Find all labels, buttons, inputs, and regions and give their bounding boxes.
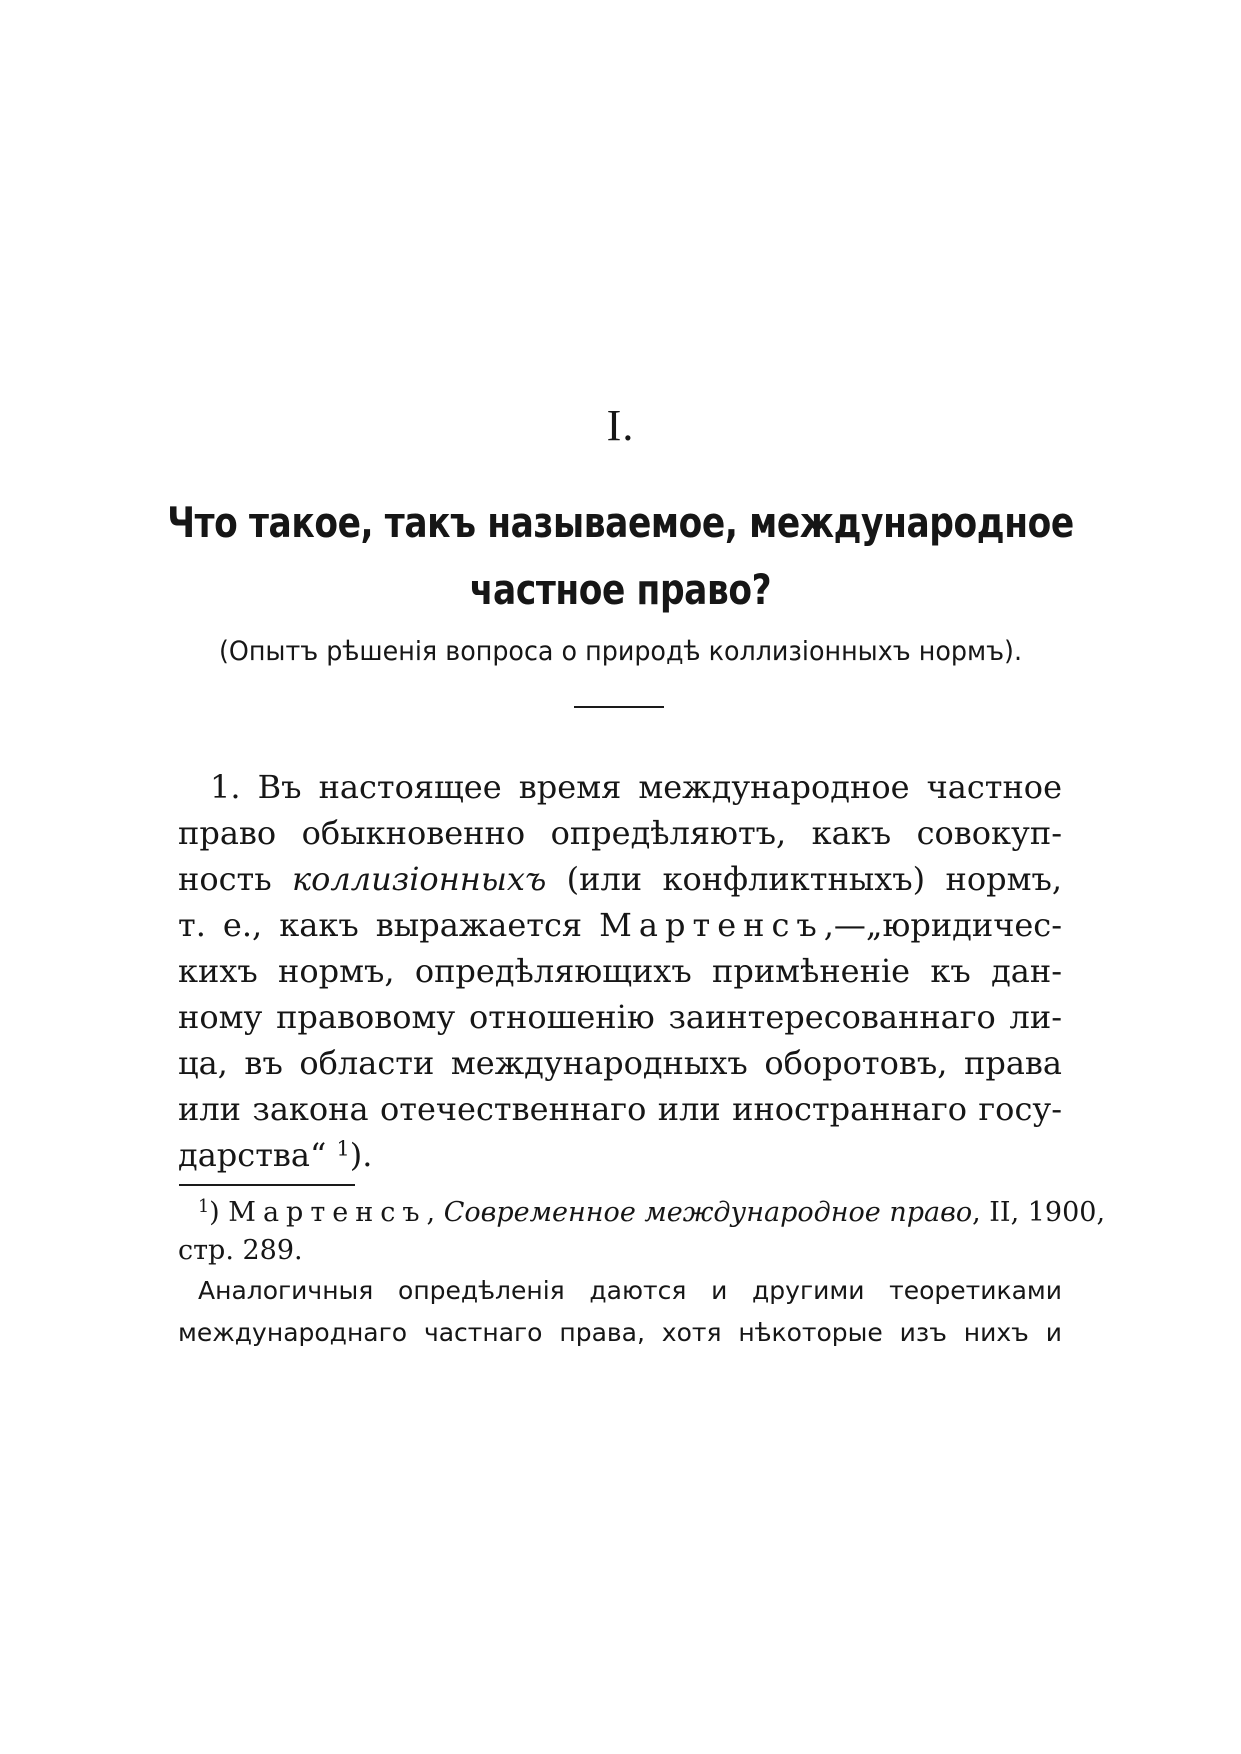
paragraph-line: или закона отечественнаго или иностраннаго госу- <box>178 1090 1062 1128</box>
main-paragraph <box>178 764 1062 1178</box>
footnote-work-title: Современное международное право <box>443 1197 973 1228</box>
footnote-reference: 1 <box>336 1136 350 1161</box>
title-divider <box>574 706 664 708</box>
text-span: , <box>426 1197 436 1228</box>
footnote-line: международнаго частнаго права, хотя нѣкоторые изъ нихъ и <box>178 1318 1062 1347</box>
text-span: (или конфликтныхъ) нормъ, <box>566 860 1063 898</box>
paragraph-line <box>178 902 1062 948</box>
chapter-title-line-2: частное право? <box>469 565 772 614</box>
chapter-subtitle: (Опытъ рѣшенія вопроса о природѣ коллизіонныхъ нормъ). <box>218 636 1023 667</box>
text-span: ). <box>349 1136 373 1174</box>
paragraph-line: право обыкновенно опредѣляютъ, какъ совокуп- <box>178 814 1062 852</box>
text-span: ) <box>209 1197 220 1228</box>
text-span: дарства“ <box>178 1136 327 1174</box>
paragraph-line: кихъ нормъ, опредѣляющихъ примѣненіе къ дан- <box>178 952 1062 990</box>
chapter-number: I. <box>606 401 635 450</box>
paragraph-line: ца, въ области международныхъ оборотовъ, права <box>178 1044 1062 1082</box>
footnote-author: Мартенсъ <box>228 1197 427 1228</box>
paragraph-line: ному правовому отношенію заинтересованнаго ли- <box>178 998 1062 1036</box>
footnote-marker: 1 <box>198 1197 210 1218</box>
text-span: ность <box>178 860 272 898</box>
italic-term: коллизіонныхъ <box>292 860 547 898</box>
text-span: , II, 1900, <box>972 1197 1106 1228</box>
paragraph-line <box>178 1132 1062 1178</box>
paragraph-line: 1. Въ настоящее время международное частное <box>210 768 1062 806</box>
footnote-continuation <box>178 1270 1062 1354</box>
footnote-line: Аналогичныя опредѣленія даются и другими теоретиками <box>198 1276 1062 1305</box>
author-name-spaced: Мартенсъ <box>599 906 824 944</box>
text-span: т. е., какъ выражается <box>178 906 583 944</box>
footnote-1 <box>178 1194 1106 1270</box>
text-span: ,—„юридичес- <box>823 906 1063 944</box>
footnote-line: стр. 289. <box>178 1235 303 1266</box>
chapter-title-line-1: Что такое, такъ называемое, международное <box>167 498 1074 547</box>
footnote-line <box>178 1194 1106 1232</box>
paragraph-line <box>178 856 1062 902</box>
footnote-divider <box>179 1184 355 1186</box>
